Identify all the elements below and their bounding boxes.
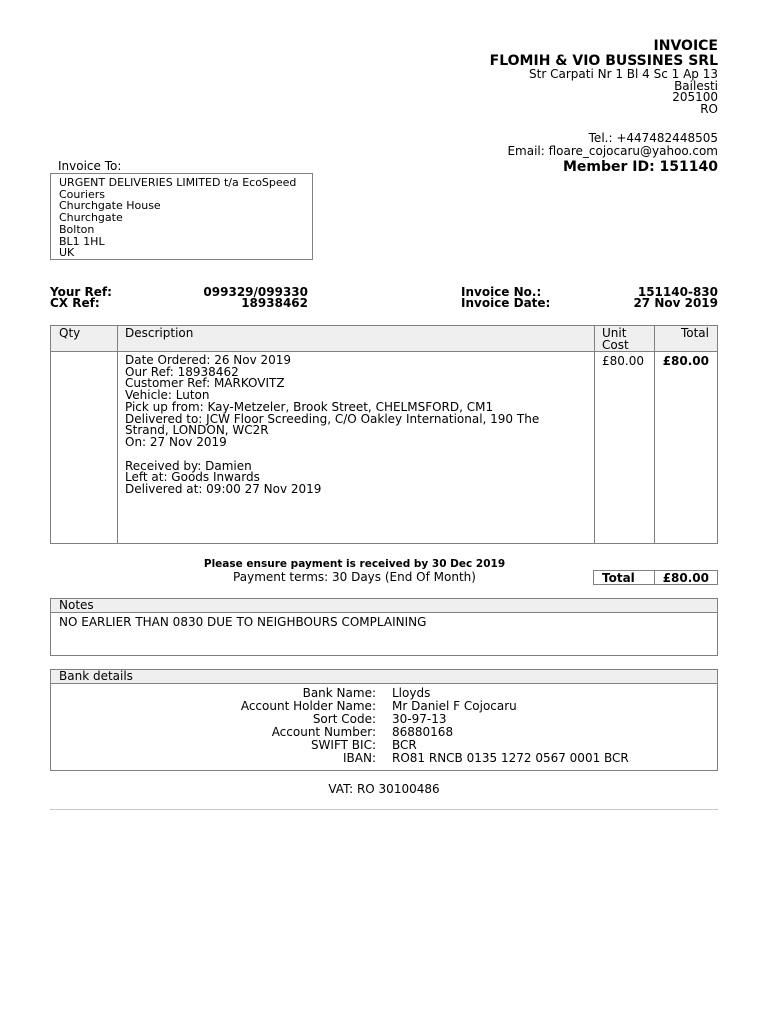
unit-cost-header-line: Cost (602, 338, 629, 352)
description-line: Vehicle: Luton (125, 388, 210, 403)
invoice-to-line: BL1 1HL (59, 234, 105, 248)
invoice-no-label: Invoice No.: (461, 285, 542, 299)
total-header: Total (680, 326, 709, 340)
company-address-line: Bailesti (674, 78, 718, 93)
swift-bic-value: BCR (392, 738, 417, 752)
item-description (125, 355, 595, 496)
column-divider (654, 326, 655, 543)
column-divider (117, 326, 118, 543)
account-holder-value: Mr Daniel F Cojocaru (392, 699, 517, 713)
invoice-to-line: Bolton (59, 222, 95, 236)
company-address-line: Str Carpati Nr 1 Bl 4 Sc 1 Ap 13 (529, 67, 718, 81)
description-line: Strand, LONDON, WC2R (125, 423, 269, 438)
iban-value: RO81 RNCB 0135 1272 0567 0001 BCR (392, 751, 629, 765)
company-name: FLOMIH & VIO BUSSINES SRL (489, 53, 718, 69)
payment-terms: Payment terms: 30 Days (End Of Month) (233, 570, 476, 584)
bank-details-title: Bank details (51, 670, 717, 684)
bank-name-label: Bank Name: (302, 686, 376, 700)
invoice-date-value: 27 Nov 2019 (633, 296, 718, 310)
bank-details-panel (50, 669, 718, 771)
qty-header: Qty (59, 326, 81, 340)
payment-notice: Please ensure payment is received by 30 Dec 2019 (203, 558, 506, 570)
invoice-to-line: UK (59, 246, 75, 260)
footer-divider (50, 809, 718, 810)
your-ref-label: Your Ref: (50, 285, 112, 299)
description-header: Description (125, 326, 194, 340)
item-unit-cost: £80.00 (602, 354, 644, 368)
cx-ref-value: 18938462 (241, 296, 308, 310)
received-line: Left at: Goods Inwards (125, 470, 260, 485)
notes-title: Notes (51, 599, 717, 613)
description-line: Date Ordered: 26 Nov 2019 (125, 353, 292, 367)
item-total: £80.00 (662, 354, 709, 368)
grand-total-divider (654, 571, 655, 584)
description-line: Pick up from: Kay-Metzeler, Brook Street, CHELMSFORD, CM1 (125, 399, 494, 414)
received-line: Received by: Damien (125, 458, 252, 473)
company-address-line: 205100 (672, 90, 718, 104)
notes-panel (50, 598, 718, 656)
grand-total-value: £80.00 (662, 571, 709, 585)
received-line: Delivered at: 09:00 27 Nov 2019 (125, 482, 322, 497)
vat-number: VAT: RO 30100486 (328, 782, 440, 796)
invoice-to-address (50, 173, 313, 260)
invoice-to-line: URGENT DELIVERIES LIMITED t/a EcoSpeed (59, 176, 297, 189)
company-email: Email: floare_cojocaru@yahoo.com (507, 144, 718, 158)
invoice-no-value: 151140-830 (637, 285, 718, 299)
unit-cost-header-line: Unit (602, 326, 627, 340)
member-id: Member ID: 151140 (562, 159, 718, 175)
description-line: Customer Ref: MARKOVITZ (125, 376, 285, 391)
cx-ref-label: CX Ref: (50, 296, 100, 310)
grand-total-label: Total (602, 571, 635, 585)
description-line: Our Ref: 18938462 (125, 364, 239, 379)
invoice-date-label: Invoice Date: (461, 296, 551, 310)
company-header (298, 39, 718, 158)
notes-text: NO EARLIER THAN 0830 DUE TO NEIGHBOURS COMPLAINING (59, 615, 427, 629)
account-number-label: Account Number: (271, 725, 376, 739)
sort-code-label: Sort Code: (312, 712, 376, 726)
sort-code-value: 30-97-13 (392, 712, 447, 726)
company-address-line: RO (700, 101, 718, 116)
invoice-to-label: Invoice To: (58, 159, 122, 173)
your-ref-value: 099329/099330 (203, 285, 308, 299)
invoice-to-line: Couriers (59, 187, 105, 201)
invoice-to-line: Churchgate (59, 211, 123, 225)
unit-cost-header (602, 327, 629, 351)
invoice-to-line: Churchgate House (59, 199, 161, 213)
swift-bic-label: SWIFT BIC: (310, 738, 376, 752)
items-table (50, 325, 718, 544)
description-line: On: 27 Nov 2019 (125, 434, 227, 449)
grand-total-box (593, 570, 718, 585)
document-title: INVOICE (653, 38, 718, 54)
company-tel: Tel.: +447482448505 (588, 131, 718, 145)
account-holder-label: Account Holder Name: (240, 699, 376, 713)
bank-name-value: Lloyds (392, 686, 431, 700)
description-line: Delivered to: JCW Floor Screeding, C/O Oakley International, 190 The (125, 411, 540, 426)
account-number-value: 86880168 (392, 725, 454, 739)
iban-label: IBAN: (343, 751, 376, 765)
